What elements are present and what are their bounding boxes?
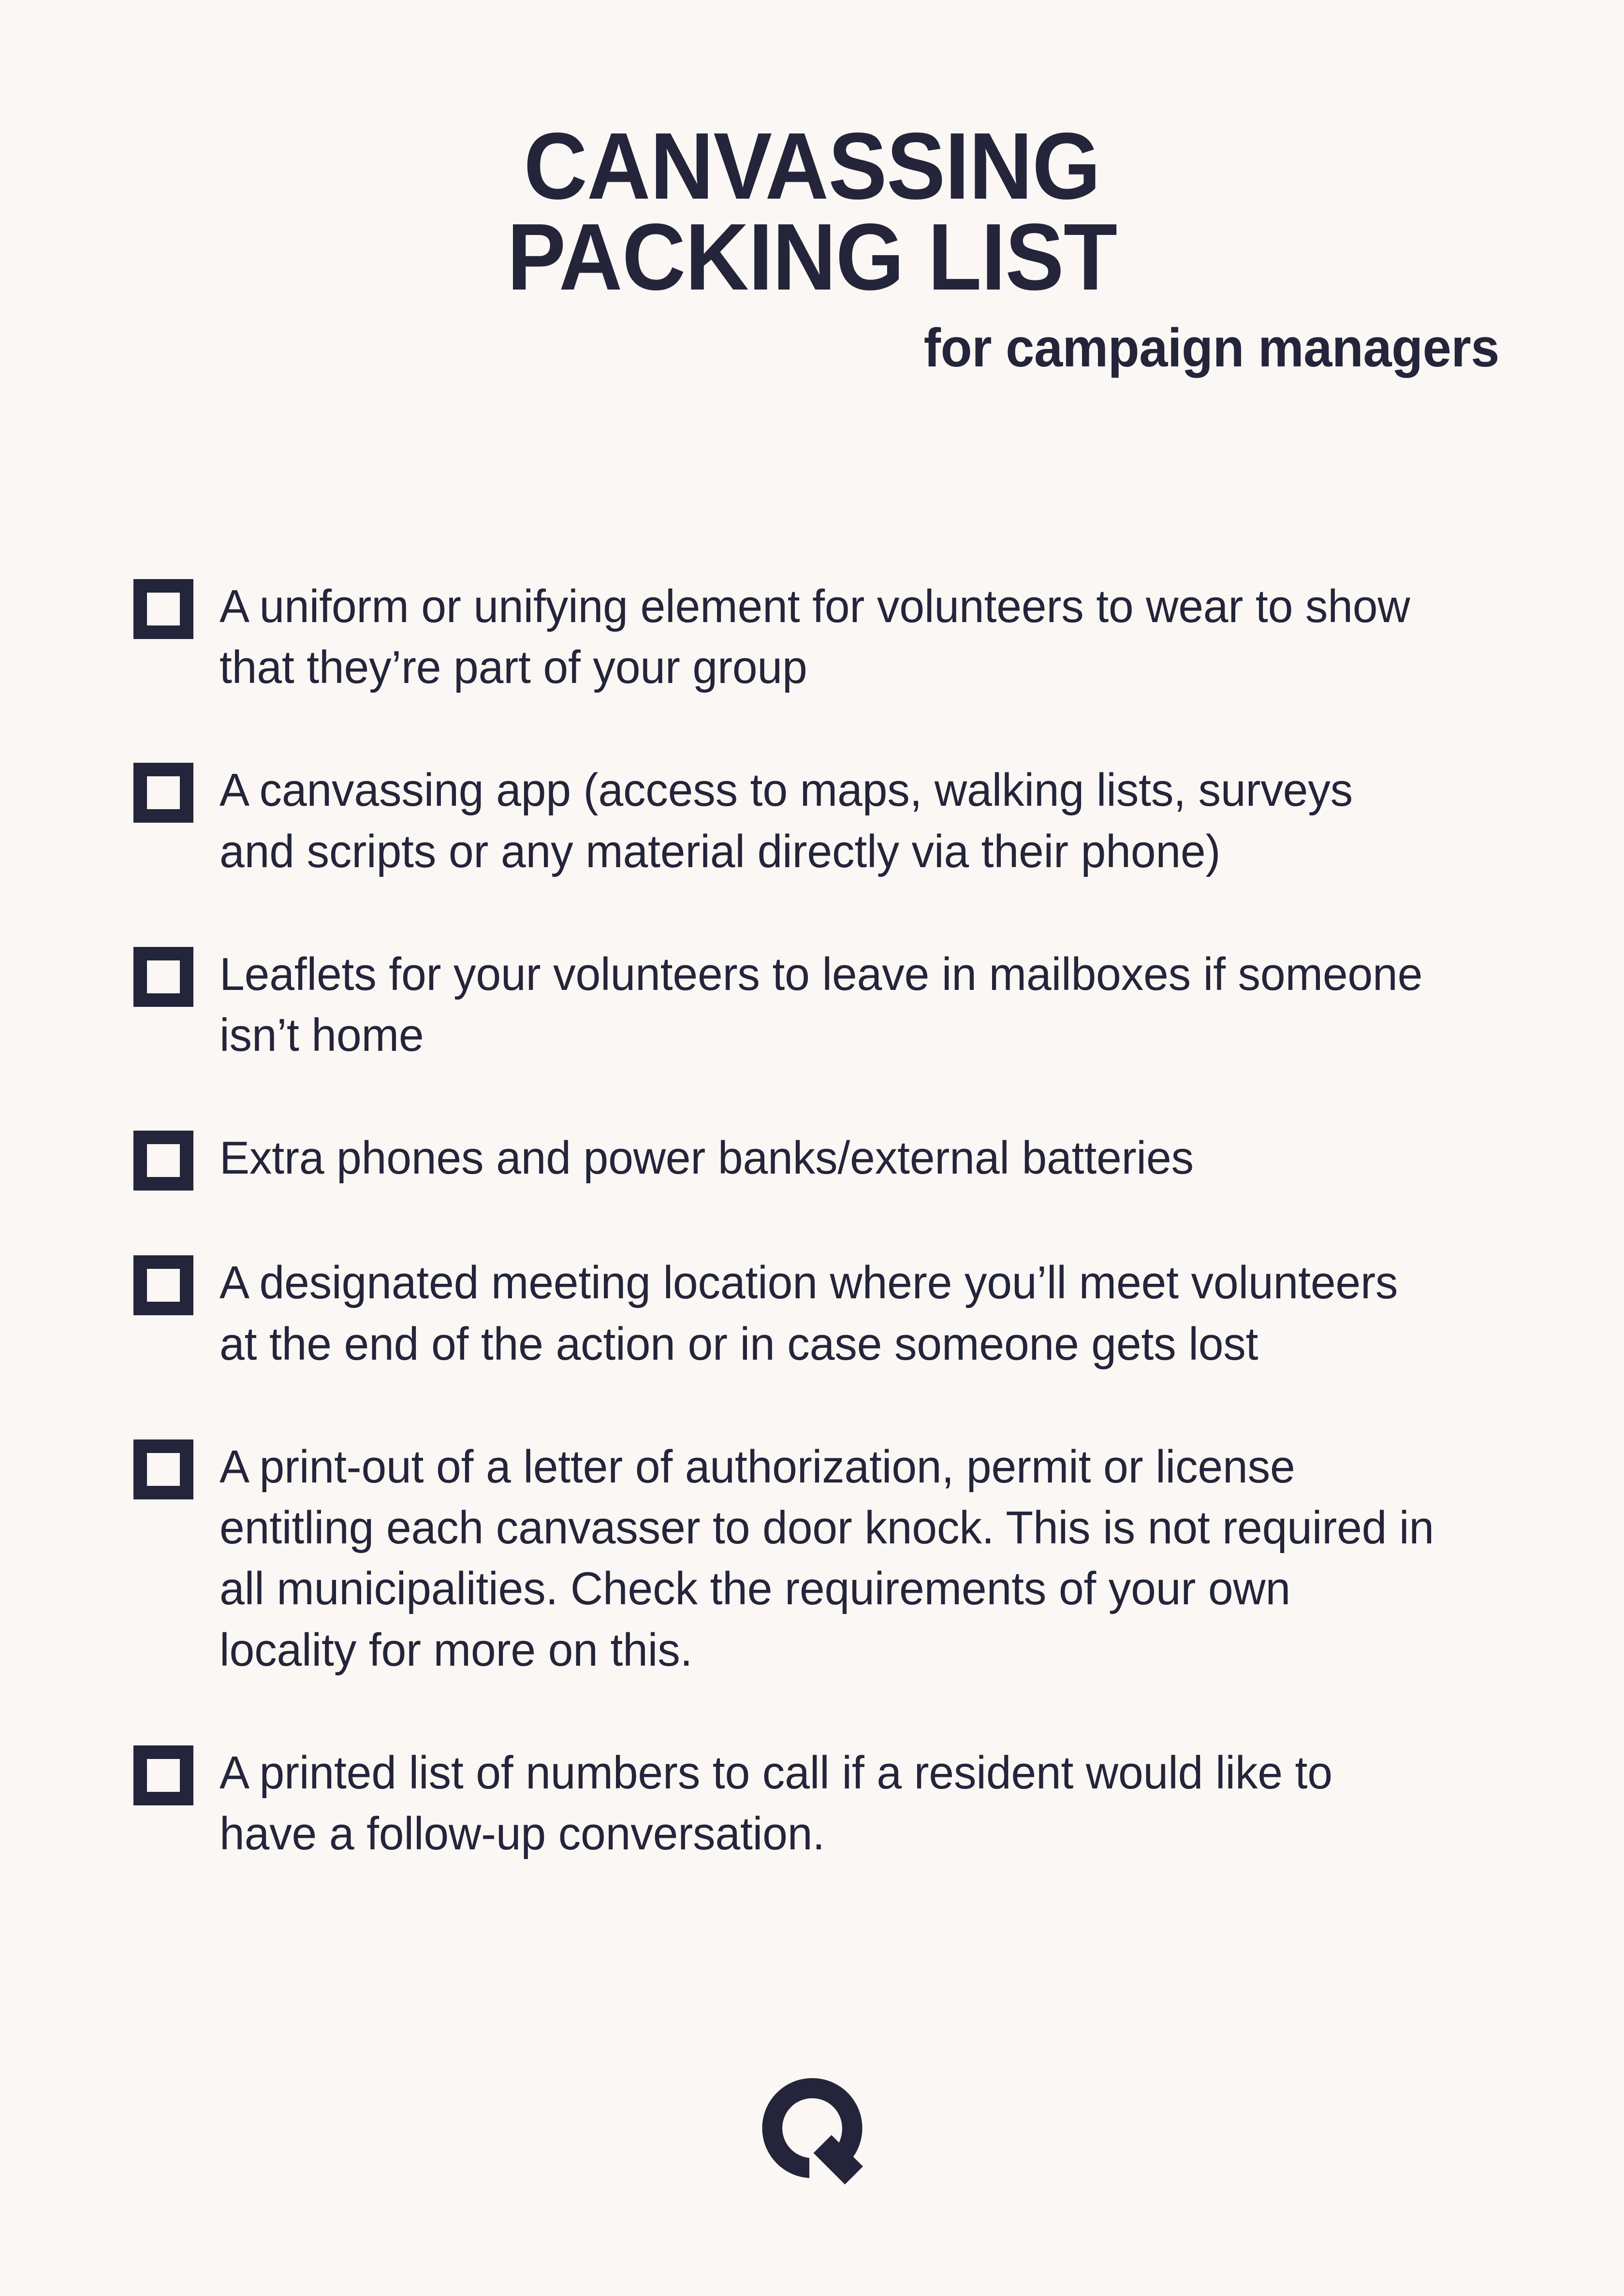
checklist-item[interactable] (133, 944, 1536, 1066)
page-subtitle-row (116, 318, 1508, 378)
poster-header (0, 113, 1624, 378)
checklist-item[interactable] (133, 760, 1536, 882)
checkbox-icon[interactable] (133, 1131, 193, 1191)
checklist-item-label: A print-out of a letter of authorization, permit or license entitling each canvasser to door knock. This is not required in all municipalities. Check the requirements of your own locality for more on this. (219, 1440, 1434, 1676)
title-line-2: PACKING LIST (507, 204, 1117, 310)
checklist-item[interactable] (133, 576, 1536, 698)
page-subtitle: for campaign managers (923, 318, 1499, 378)
q-logo-icon (757, 2074, 868, 2185)
footer-logo (0, 2074, 1624, 2185)
checklist-item-label: Extra phones and power banks/external batteries (219, 1132, 1194, 1184)
checklist-item-label: A canvassing app (access to maps, walking lists, surveys and scripts or any material directly via their phone) (219, 764, 1353, 877)
title-line-1: CANVASSING (524, 113, 1100, 219)
checklist-item[interactable] (133, 1252, 1536, 1374)
checkbox-icon[interactable] (133, 1439, 193, 1499)
checklist-item[interactable] (133, 1437, 1536, 1681)
checklist-item-label: Leaflets for your volunteers to leave in mailboxes if someone isn’t home (219, 948, 1423, 1061)
checkbox-icon[interactable] (133, 579, 193, 639)
checklist-item-label: A uniform or unifying element for volunteers to wear to show that they’re part of your group (219, 581, 1410, 694)
checklist-item-label: A designated meeting location where you’ll meet volunteers at the end of the action or in case someone gets lost (219, 1257, 1398, 1370)
checkbox-icon[interactable] (133, 1745, 193, 1805)
checklist-item-label: A printed list of numbers to call if a resident would like to have a follow-up conversation. (219, 1746, 1332, 1860)
packing-checklist (133, 576, 1536, 1864)
checkbox-icon[interactable] (133, 947, 193, 1007)
page-title (116, 113, 1508, 310)
checkbox-icon[interactable] (133, 763, 193, 823)
checklist-item[interactable] (133, 1743, 1536, 1864)
checkbox-icon[interactable] (133, 1255, 193, 1315)
checklist-item[interactable] (133, 1128, 1536, 1191)
